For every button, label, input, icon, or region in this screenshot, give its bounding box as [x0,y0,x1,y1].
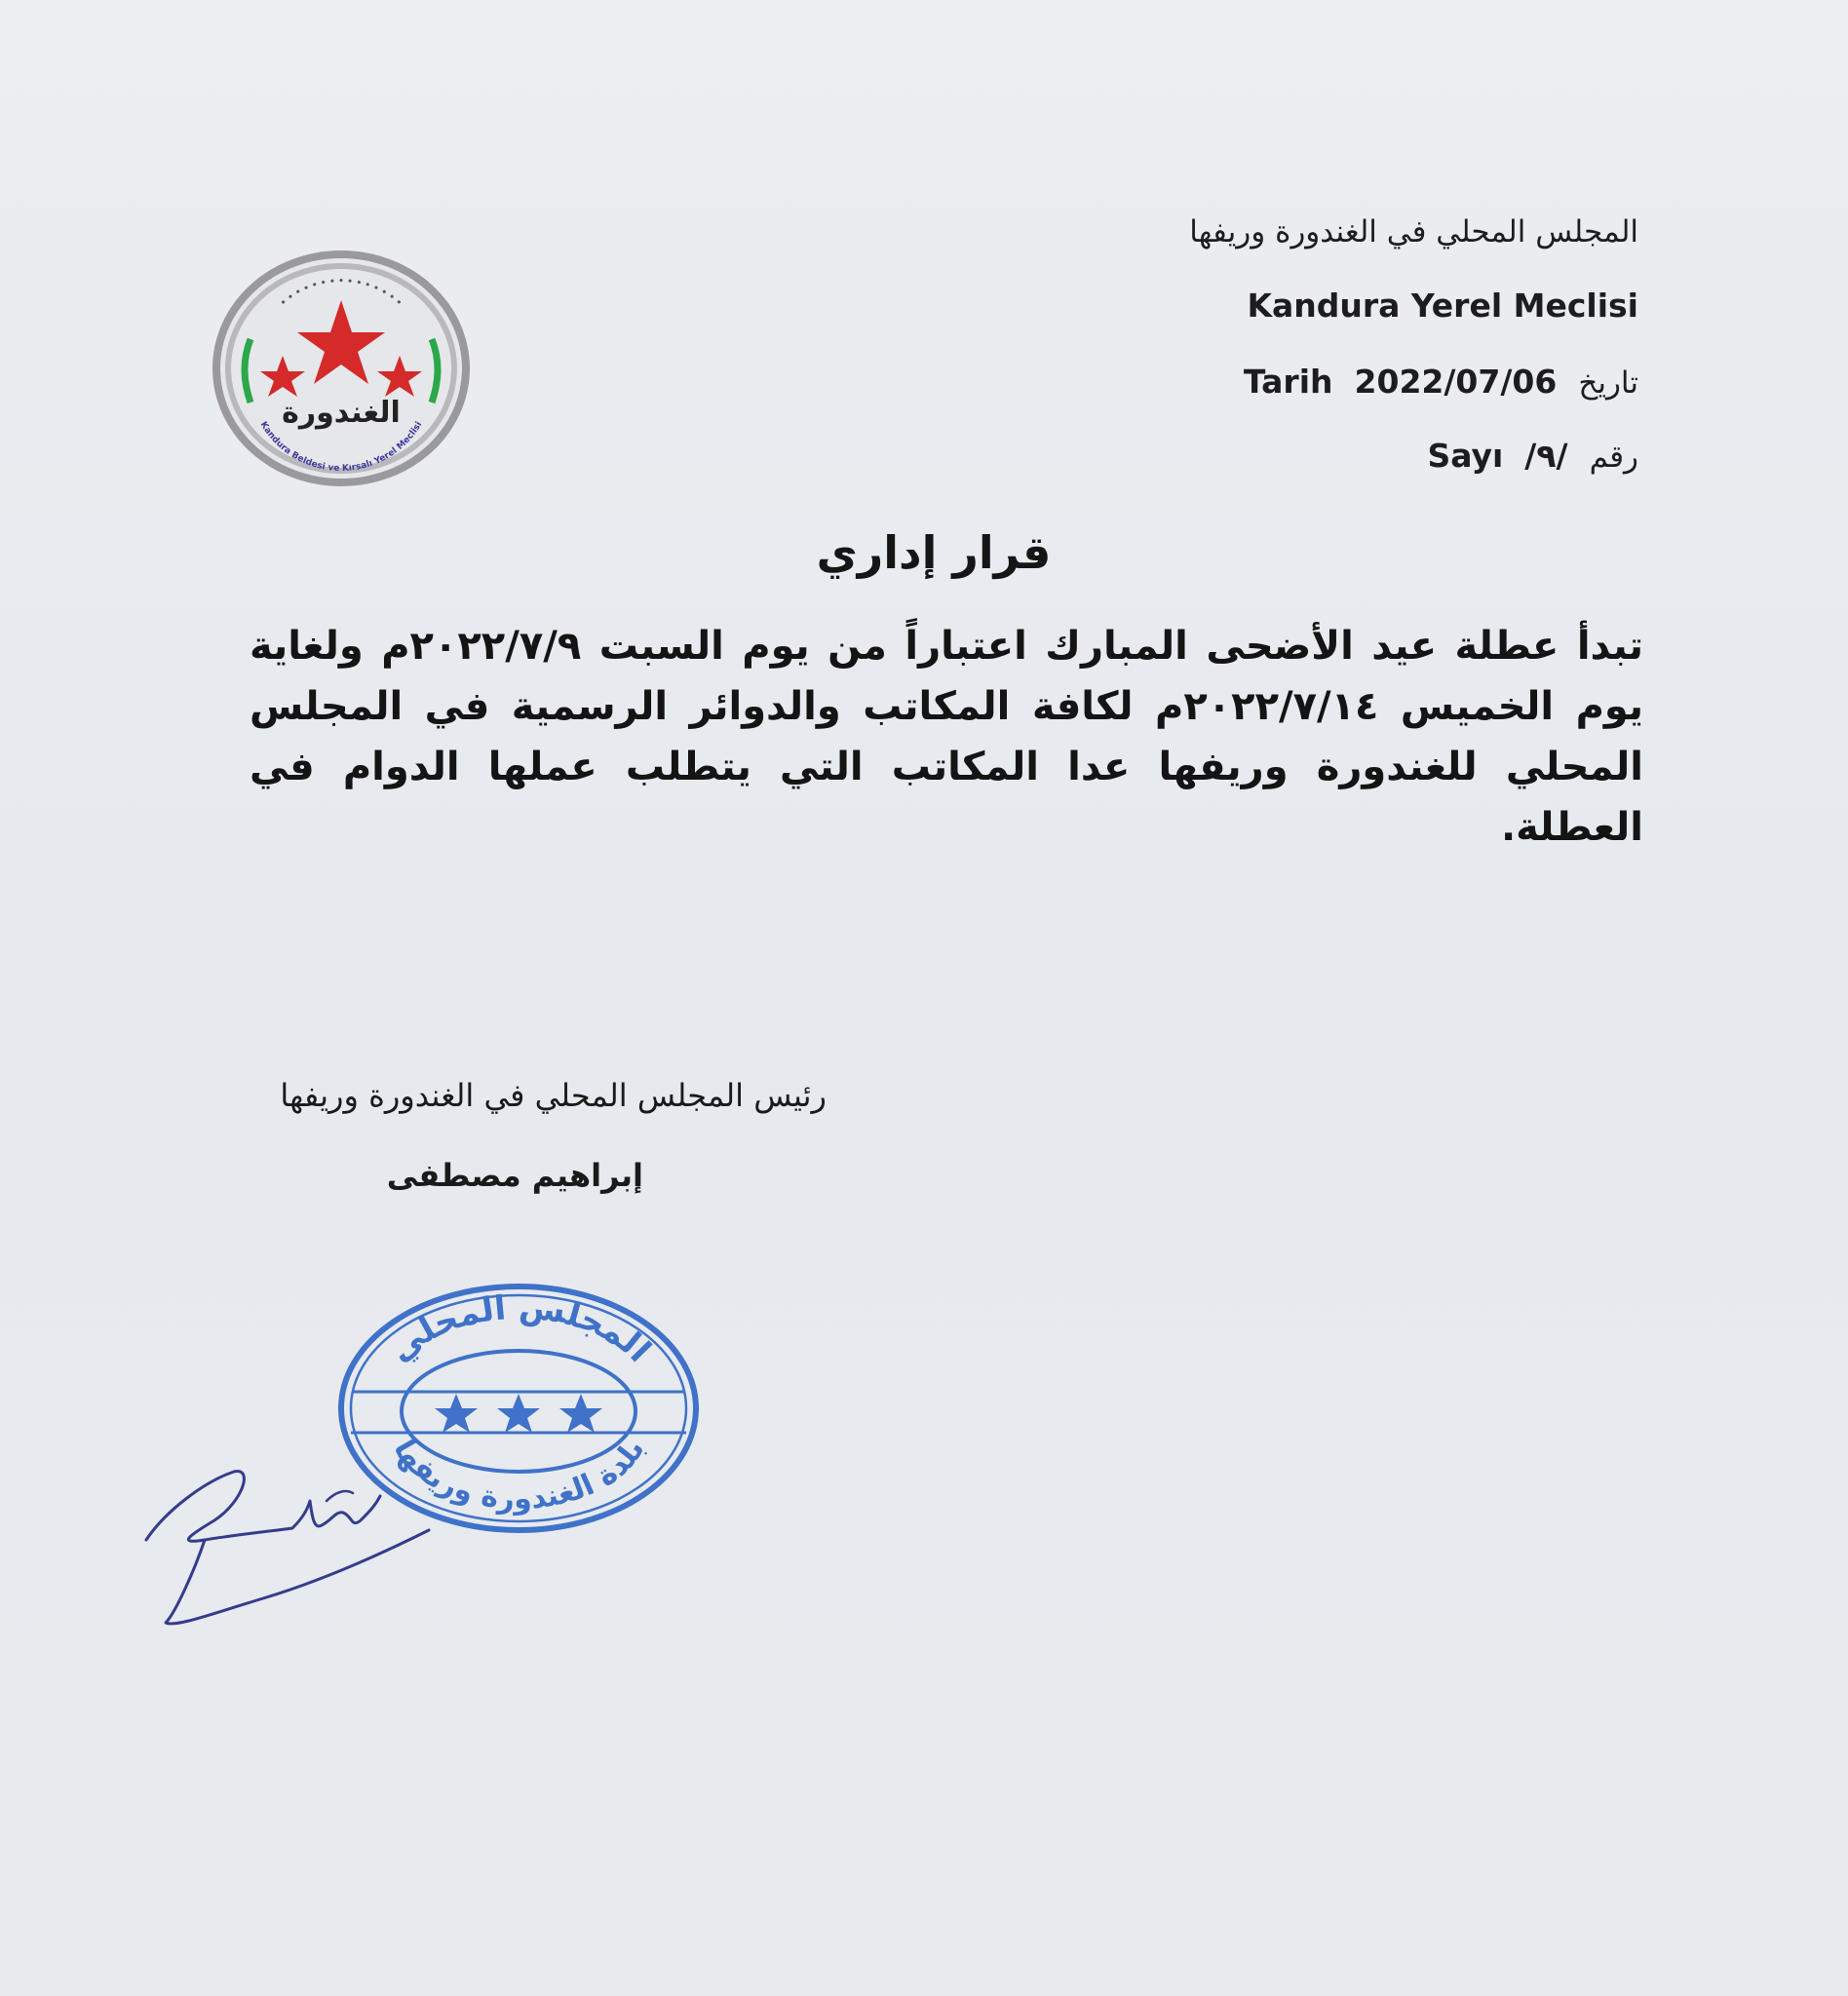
stamp-star-center [497,1394,540,1433]
number-label-tr: Sayı [1427,437,1504,475]
date-label-tr: Tarih [1243,363,1333,401]
date-label-ar: تاريخ [1578,365,1638,401]
document-title: قرار إداري [816,526,1052,579]
number-value: /٩/ [1524,437,1568,475]
council-logo-seal [210,247,473,490]
decision-body: تبدأ عطلة عيد الأضحى المبارك اعتباراً من يوم السبت ٢٠٢٢/٧/٩م ولغاية يوم الخميس ٢٠٢٢/٧/١٤م لكافة المكاتب والدوائر الرسمية في المجلس المحلي للغندورة وريفها عدا المكاتب التي يتطلب عملها الدوام في العطلة. [250,624,1644,850]
stamp-star-left [435,1394,478,1433]
date-value: 2022/07/06 [1354,363,1558,401]
stamp-bottom-text: بلدة الغندورة وريفها [386,1434,652,1516]
stamp-top-text: المجلس المحلي [381,1286,659,1370]
svg-text:Kandura Beldesi ve Kırsalı Yer: Kandura Beldesi ve Kırsalı Yerel Meclisi [257,420,425,475]
signatory-title: رئيس المجلس المحلي في الغندورة وريفها [280,1077,827,1114]
handwritten-signature [136,1442,507,1637]
signatory-name: إبراهيم مصطفى [386,1157,643,1194]
org-name-turkish: Kandura Yerel Meclisi [1247,287,1638,325]
org-name-arabic: المجلس المحلي في الغندورة وريفها [1189,214,1638,250]
number-label-ar: رقم [1589,440,1638,475]
logo-label: الغندورة [282,396,401,430]
svg-text:• • • • • • • • • • • • • • •: • • • • • • • • • • • • • • • [279,277,404,309]
date-line [1244,363,1638,401]
stamp-star-right [559,1394,602,1433]
reference-number-line [1427,437,1638,475]
